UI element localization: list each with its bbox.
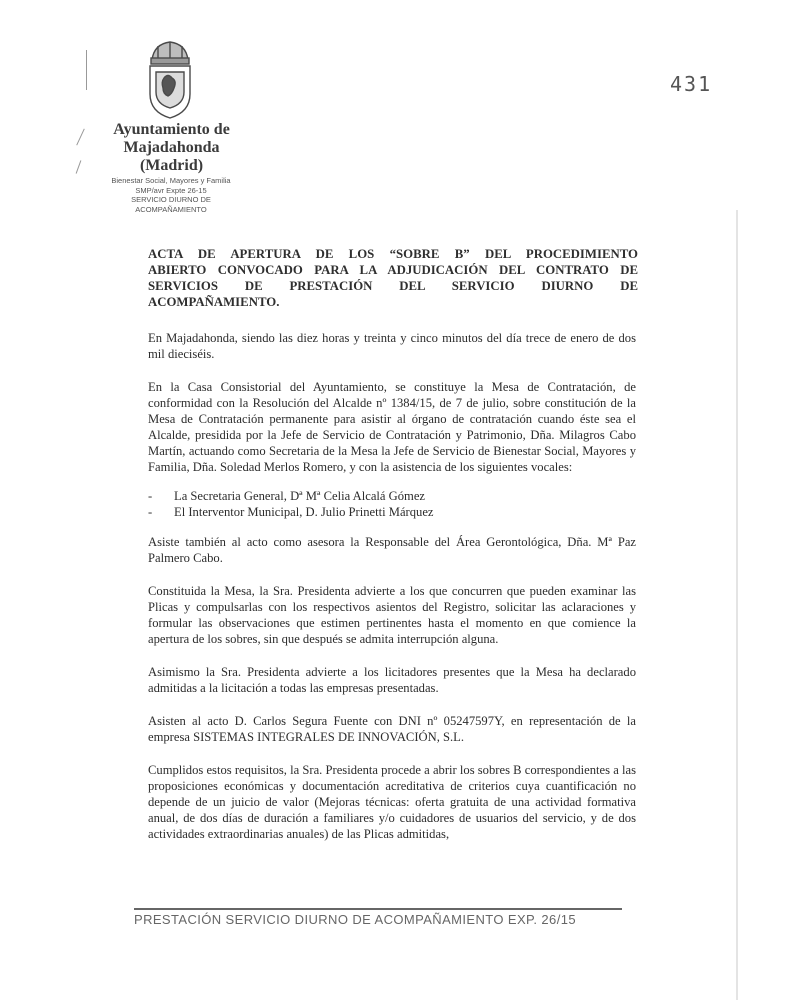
page-footer: PRESTACIÓN SERVICIO DIURNO DE ACOMPAÑAMIENTO EXP. 26/15 <box>134 912 576 927</box>
org-line: Majadahonda <box>123 139 220 156</box>
department-info <box>92 176 250 214</box>
title-line: ACOMPAÑAMIENTO. <box>148 295 280 309</box>
organization-name <box>104 121 239 175</box>
paragraph: Asimismo la Sra. Presidenta advierte a los licitadores presentes que la Mesa ha declarado admitidas a la licitación a todas las empresas presentadas. <box>148 665 636 695</box>
page-number: 431 <box>670 72 713 96</box>
paragraph: Asiste también al acto como asesora la Responsable del Área Gerontológica, Dña. Mª Paz Palmero Cabo. <box>148 535 636 565</box>
file-reference: SMP/avr Expte 26-15 <box>135 185 207 195</box>
margin-mark <box>86 50 87 90</box>
title-line: SERVICIOS DE PRESTACIÓN DEL SERVICIO DIURNO DE <box>148 279 638 293</box>
scan-edge-shadow <box>736 210 738 1000</box>
org-line: Ayuntamiento de <box>113 121 230 138</box>
department-name: Bienestar Social, Mayores y Familia <box>111 176 231 185</box>
margin-mark <box>76 129 85 146</box>
paragraph: Constituida la Mesa, la Sra. Presidenta advierte a los que concurren que pueden examinar las Plicas y compulsarlas con los respectivos asientos del Registro, solicitar las aclaraciones y formular las observaciones que estimen pertinentes hasta el momento en que comience la apertura de los sobres, sin que después se admita interrupción alguna. <box>148 584 636 646</box>
margin-mark <box>76 160 82 173</box>
paragraph: En la Casa Consistorial del Ayuntamiento, se constituye la Mesa de Contratación, de conformidad con la Resolución del Alcalde nº 1384/15, de 7 de julio, sobre constitución de la Mesa de Contratación permanente para asistir al órgano de contratación cuando éste sea el Alcalde, presidida por la Jefe de Servicio de Contratación y Patrimonio, Dña. Milagros Cabo Martín, actuando como Secretaria de la Mesa la Jefe de Servicio de Bienestar Social, Mayores y Familia, Dña. Soledad Merlos Romero, y con la asistencia de los siguientes vocales: <box>148 380 636 474</box>
paragraph: En Majadahonda, siendo las diez horas y treinta y cinco minutos del día trece de enero de dos mil dieciséis. <box>148 331 636 361</box>
org-line: (Madrid) <box>139 157 204 174</box>
title-line: ACTA DE APERTURA DE LOS “SOBRE B” DEL PROCEDIMIENTO <box>148 247 638 261</box>
paragraph: Asisten al acto D. Carlos Segura Fuente con DNI nº 05247597Y, en representación de la empresa SISTEMAS INTEGRALES DE INNOVACIÓN, S.L. <box>148 714 636 744</box>
vocal-list <box>148 488 636 520</box>
document-body <box>148 330 636 859</box>
title-line: ABIERTO CONVOCADO PARA LA ADJUDICACIÓN DEL CONTRATO DE <box>148 263 638 277</box>
list-item: - La Secretaria General, Dª Mª Celia Alcalá Gómez <box>148 488 636 504</box>
coat-of-arms-icon <box>140 38 200 120</box>
document-title <box>148 246 638 310</box>
footer-divider <box>134 908 622 910</box>
service-name: ACOMPAÑAMIENTO <box>135 204 207 214</box>
list-item: - El Interventor Municipal, D. Julio Prinetti Márquez <box>148 504 636 520</box>
service-name: SERVICIO DIURNO DE <box>131 195 211 204</box>
paragraph: Cumplidos estos requisitos, la Sra. Presidenta procede a abrir los sobres B correspondientes a las proposiciones económicas y documentación acreditativa de criterios cuya cuantificación no depende de un juicio de valor (Mejoras técnicas: oferta gratuita de una actividad formativa anual, de dos días de duración a familiares y/o cuidadores de usuarios del servicio, y de dos actividades extraordinarias anuales) de las Plicas admitidas, <box>148 763 636 841</box>
